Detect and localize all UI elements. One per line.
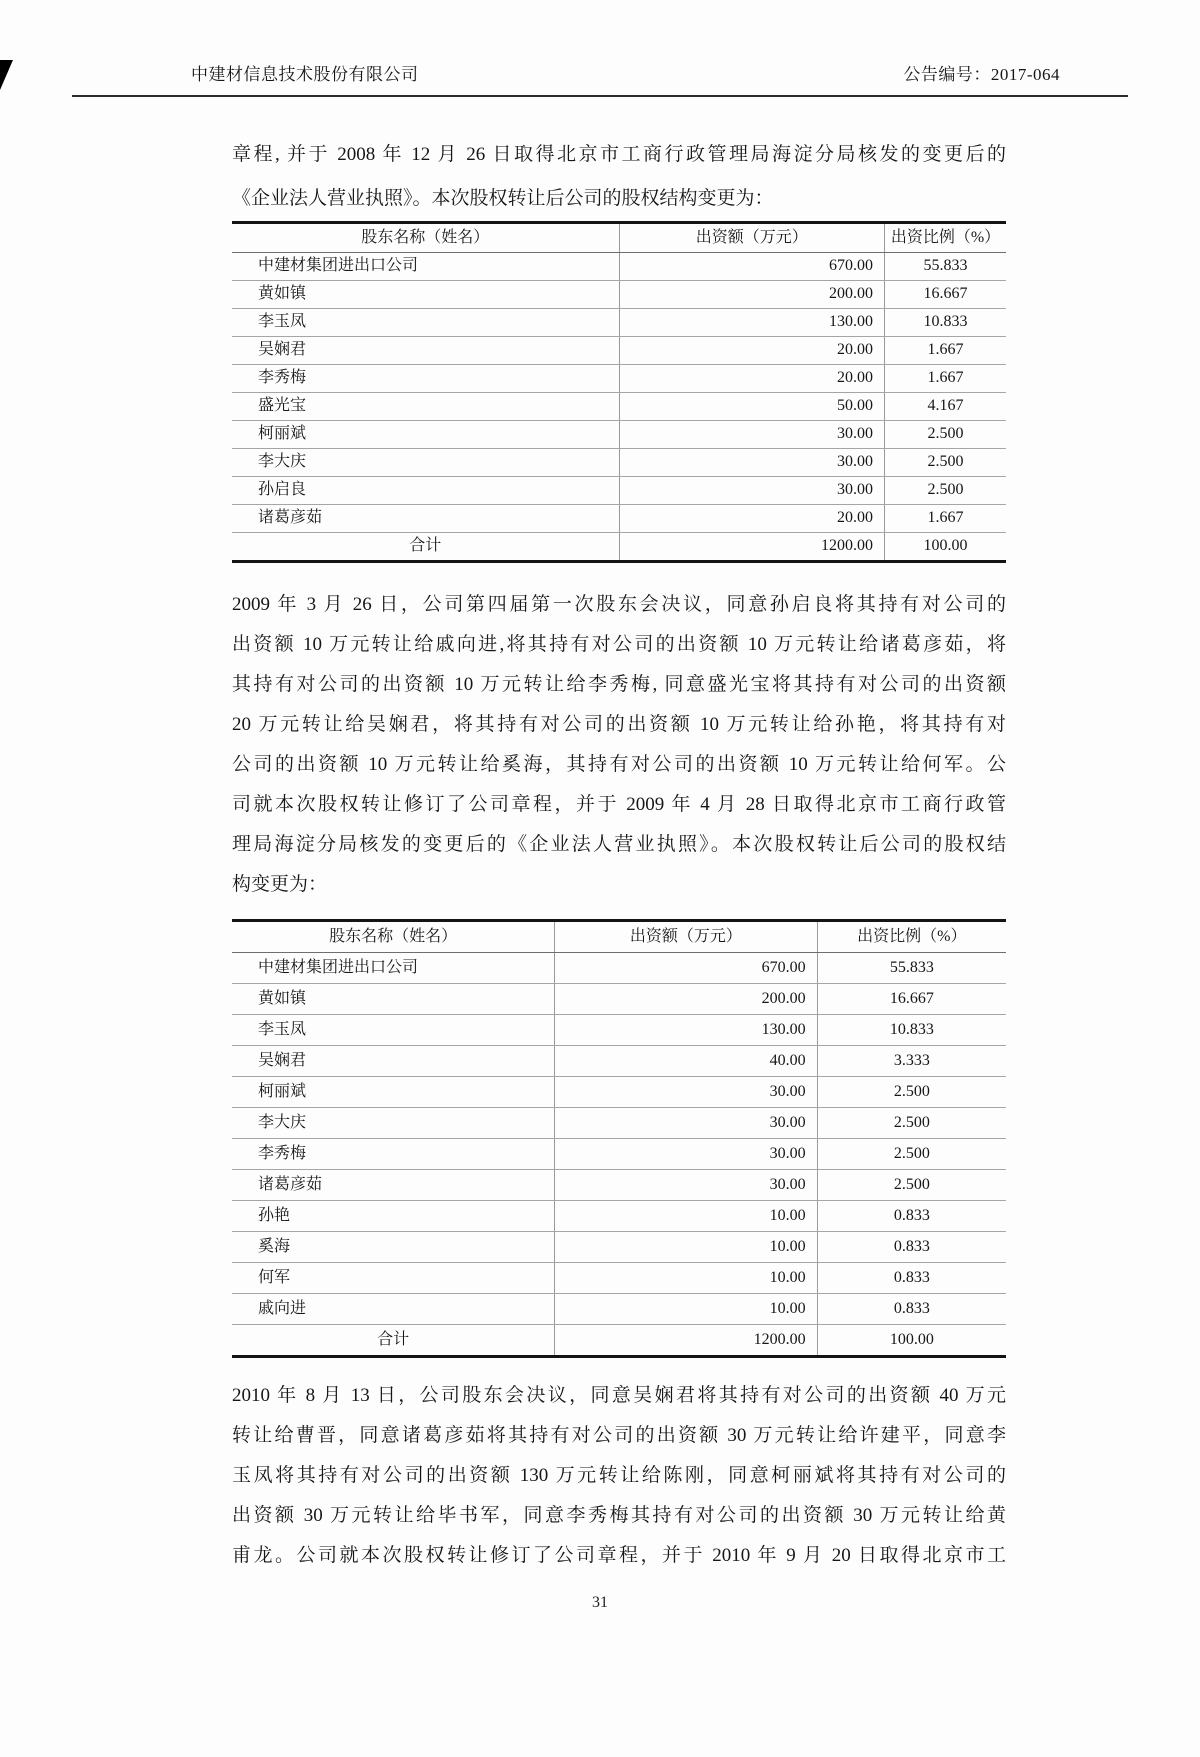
contribution-amount-cell: 670.00 [619,253,884,281]
contribution-ratio-cell: 0.833 [817,1294,1006,1325]
contribution-amount-cell: 30.00 [555,1170,817,1201]
shareholder-name-cell: 李秀梅 [232,1139,555,1170]
contribution-amount-cell: 130.00 [555,1015,817,1046]
table-row [232,421,1006,449]
table-row [232,337,1006,365]
contribution-amount-cell: 30.00 [555,1077,817,1108]
table-header-cell: 股东名称（姓名） [232,921,555,953]
paragraph-2009 [232,585,1006,905]
contribution-ratio-cell: 2.500 [817,1077,1006,1108]
table-row [232,1046,1006,1077]
contribution-amount-cell: 50.00 [619,393,884,421]
table-header-row [232,223,1006,253]
paragraph-line: 甫龙。公司就本次股权转让修订了公司章程，并于 2010 年 9 月 20 日取得北京市工 [232,1545,1006,1566]
paragraph-line: 司就本次股权转让修订了公司章程，并于 2009 年 4 月 28 日取得北京市工商行政管 [232,794,1006,815]
table-row [232,253,1006,281]
table-row [232,393,1006,421]
table-row [232,1325,1006,1357]
shareholder-name-cell: 诸葛彦茹 [232,505,619,533]
shareholder-name-cell: 李大庆 [232,1108,555,1139]
equity-structure-table-2009 [232,919,1006,1358]
shareholder-name-cell: 黄如镇 [232,281,619,309]
contribution-ratio-cell: 0.833 [817,1232,1006,1263]
shareholder-name-cell: 中建材集团进出口公司 [232,253,619,281]
paragraph-line: 其持有对公司的出资额 10 万元转让给李秀梅, 同意盛光宝将其持有对公司的出资额 [232,674,1006,695]
table-row [232,533,1006,562]
shareholder-name-cell: 李大庆 [232,449,619,477]
contribution-ratio-cell: 10.833 [884,309,1006,337]
contribution-amount-cell: 30.00 [619,449,884,477]
contribution-ratio-cell: 2.500 [817,1139,1006,1170]
contribution-amount-cell: 10.00 [555,1263,817,1294]
contribution-ratio-cell: 0.833 [817,1263,1006,1294]
table-row [232,1077,1006,1108]
shareholder-name-cell: 奚海 [232,1232,555,1263]
table-header-cell: 出资额（万元） [619,223,884,253]
contribution-ratio-cell: 16.667 [817,984,1006,1015]
table-row [232,1015,1006,1046]
table-row [232,1170,1006,1201]
page-number: 31 [592,1594,608,1611]
shareholder-name-cell: 李秀梅 [232,365,619,393]
contribution-amount-cell: 1200.00 [619,533,884,562]
contribution-amount-cell: 200.00 [619,281,884,309]
document-body [232,133,1006,1576]
page-header [72,60,1128,97]
contribution-amount-cell: 30.00 [619,421,884,449]
contribution-ratio-cell: 16.667 [884,281,1006,309]
contribution-amount-cell: 200.00 [555,984,817,1015]
shareholder-name-cell: 合计 [377,1330,410,1348]
table-header-cell: 出资额（万元） [555,921,817,953]
contribution-ratio-cell: 1.667 [884,337,1006,365]
paragraph-line: 公司的出资额 10 万元转让给奚海，其持有对公司的出资额 10 万元转让给何军。公 [232,754,1006,775]
shareholder-name-cell: 孙启良 [232,477,619,505]
table-row [232,1263,1006,1294]
table-header-row [232,921,1006,953]
contribution-amount-cell: 10.00 [555,1201,817,1232]
paragraph-line: 《企业法人营业执照》。本次股权转让后公司的股权结构变更为： [232,188,774,209]
shareholder-name-cell: 李玉凤 [232,1015,555,1046]
shareholder-name-cell: 诸葛彦茹 [232,1170,555,1201]
table-row [232,365,1006,393]
contribution-amount-cell: 670.00 [555,953,817,984]
paragraph-line: 理局海淀分局核发的变更后的《企业法人营业执照》。本次股权转让后公司的股权结 [232,834,1006,855]
paragraph-line: 2009 年 3 月 26 日，公司第四届第一次股东会决议，同意孙启良将其持有对公司的 [232,594,1006,615]
shareholder-name-cell: 柯丽斌 [232,1077,555,1108]
paragraph-line: 玉凤将其持有对公司的出资额 130 万元转让给陈刚，同意柯丽斌将其持有对公司的 [232,1465,1006,1486]
contribution-ratio-cell: 55.833 [817,953,1006,984]
table-row [232,1139,1006,1170]
contribution-ratio-cell: 1.667 [884,505,1006,533]
table-row [232,1294,1006,1325]
shareholder-name-cell: 吴娴君 [232,337,619,365]
contribution-ratio-cell: 2.500 [884,477,1006,505]
paragraph-line: 20 万元转让给吴娴君，将其持有对公司的出资额 10 万元转让给孙艳，将其持有对 [232,714,1006,735]
paragraph-line: 构变更为： [232,874,328,895]
paragraph-2010 [232,1376,1006,1576]
contribution-amount-cell: 30.00 [555,1139,817,1170]
header-rule [72,95,1128,97]
table-row [232,505,1006,533]
table-row [232,953,1006,984]
contribution-ratio-cell: 2.500 [884,421,1006,449]
contribution-ratio-cell: 2.500 [884,449,1006,477]
paragraph-line: 出资额 30 万元转让给毕书军，同意李秀梅其持有对公司的出资额 30 万元转让给黄 [232,1505,1006,1526]
contribution-amount-cell: 10.00 [555,1232,817,1263]
paragraph-line: 转让给曹晋，同意诸葛彦茹将其持有对公司的出资额 30 万元转让给许建平，同意李 [232,1425,1006,1446]
contribution-ratio-cell: 100.00 [817,1325,1006,1357]
table-row [232,281,1006,309]
contribution-amount-cell: 20.00 [619,505,884,533]
paragraph-2008-continuation [232,133,1006,221]
table-row [232,477,1006,505]
contribution-ratio-cell: 2.500 [817,1108,1006,1139]
contribution-ratio-cell: 3.333 [817,1046,1006,1077]
shareholder-name-cell: 黄如镇 [232,984,555,1015]
table-row [232,1201,1006,1232]
equity-structure-table-2008 [232,221,1006,563]
table-header-cell: 股东名称（姓名） [232,223,619,253]
shareholder-name-cell: 李玉凤 [232,309,619,337]
contribution-amount-cell: 10.00 [555,1294,817,1325]
table-row [232,1232,1006,1263]
paragraph-line: 出资额 10 万元转让给戚向进,将其持有对公司的出资额 10 万元转让给诸葛彦茹，将 [232,634,1006,655]
shareholder-name-cell: 柯丽斌 [232,421,619,449]
scan-corner-artifact [0,60,18,90]
shareholder-name-cell: 何军 [232,1263,555,1294]
shareholder-name-cell: 孙艳 [232,1201,555,1232]
contribution-ratio-cell: 100.00 [884,533,1006,562]
paragraph-line: 章程, 并于 2008 年 12 月 26 日取得北京市工商行政管理局海淀分局核发的变更后的 [232,144,1006,165]
contribution-amount-cell: 130.00 [619,309,884,337]
contribution-ratio-cell: 55.833 [884,253,1006,281]
paragraph-line: 2010 年 8 月 13 日，公司股东会决议，同意吴娴君将其持有对公司的出资额 40 万元 [232,1385,1006,1406]
shareholder-name-cell: 戚向进 [232,1294,555,1325]
contribution-amount-cell: 1200.00 [555,1325,817,1357]
contribution-amount-cell: 20.00 [619,337,884,365]
document-page [0,60,1200,1612]
contribution-amount-cell: 30.00 [619,477,884,505]
shareholder-name-cell: 合计 [409,537,442,555]
contribution-ratio-cell: 10.833 [817,1015,1006,1046]
shareholder-name-cell: 中建材集团进出口公司 [232,953,555,984]
shareholder-name-cell: 吴娴君 [232,1046,555,1077]
table-header-cell: 出资比例（%） [884,223,1006,253]
table-row [232,449,1006,477]
contribution-ratio-cell: 4.167 [884,393,1006,421]
contribution-amount-cell: 30.00 [555,1108,817,1139]
contribution-amount-cell: 40.00 [555,1046,817,1077]
table-row [232,1108,1006,1139]
contribution-ratio-cell: 1.667 [884,365,1006,393]
shareholder-name-cell: 盛光宝 [232,393,619,421]
announcement-number: 公告编号：2017-064 [903,65,1060,84]
table-row [232,984,1006,1015]
table-row [232,309,1006,337]
company-name: 中建材信息技术股份有限公司 [191,65,419,84]
table-header-cell: 出资比例（%） [817,921,1006,953]
contribution-ratio-cell: 2.500 [817,1170,1006,1201]
contribution-ratio-cell: 0.833 [817,1201,1006,1232]
contribution-amount-cell: 20.00 [619,365,884,393]
